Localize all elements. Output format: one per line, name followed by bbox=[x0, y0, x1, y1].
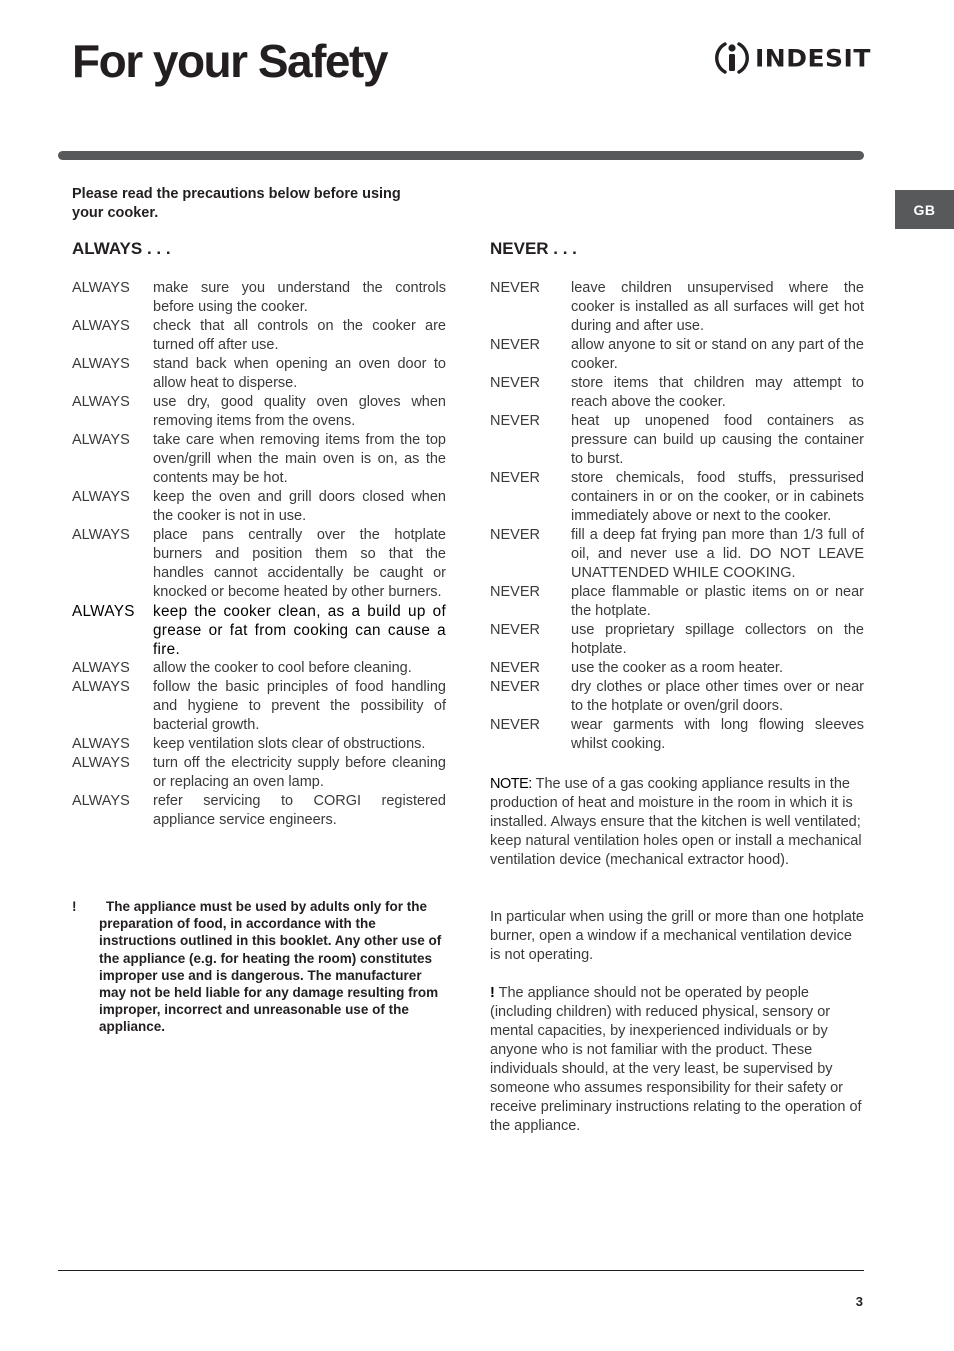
always-item bbox=[72, 393, 446, 431]
never-text: allow anyone to sit or stand on any part of the cooker. bbox=[571, 337, 864, 372]
always-keyword: ALWAYS bbox=[72, 679, 130, 695]
always-text: keep ventilation slots clear of obstructions. bbox=[153, 736, 426, 752]
language-tab: GB bbox=[895, 190, 954, 229]
never-text: leave children unsupervised where the cooker is installed as all surfaces will get hot during and after use. bbox=[571, 280, 864, 334]
always-keyword: ALWAYS bbox=[72, 755, 130, 771]
always-text: make sure you understand the controls before using the cooker. bbox=[153, 280, 446, 315]
always-text: follow the basic principles of food handling and hygiene to prevent the possibility of bacterial growth. bbox=[153, 679, 446, 733]
page-number: 3 bbox=[855, 1294, 863, 1309]
always-item bbox=[72, 279, 446, 317]
never-keyword: NEVER bbox=[490, 470, 540, 486]
note-label: NOTE: bbox=[490, 776, 532, 792]
always-keyword: ALWAYS bbox=[72, 660, 130, 676]
never-item bbox=[490, 678, 864, 716]
never-text: store chemicals, food stuffs, pressurised containers in or on the cooker, or in cabinets immediately above or next to the cooker. bbox=[571, 470, 864, 524]
never-keyword: NEVER bbox=[490, 527, 540, 543]
never-keyword: NEVER bbox=[490, 679, 540, 695]
always-keyword: ALWAYS bbox=[72, 603, 135, 620]
never-item bbox=[490, 716, 864, 754]
never-item bbox=[490, 583, 864, 621]
always-item bbox=[72, 754, 446, 792]
capacity-warning-text: The appliance should not be operated by people (including children) with reduced physical, sensory or mental capacities, by inexperienced individuals or by anyone who is not familiar with the product. These individuals should, at the very least, be supervised by someone who assumes responsibility for their safety or receive preliminary instructions relating to the operation of the appliance. bbox=[490, 985, 862, 1134]
always-keyword: ALWAYS bbox=[72, 356, 130, 372]
warning-text: The appliance must be used by adults only for the preparation of food, in accordance with the instructions outlined in this booklet. Any other use of the appliance (e.g. for heating the room) constitutes improper use and is dangerous. The manufacturer may not be held liable for any damage resulting from improper, incorrect and unreasonable use of the appliance. bbox=[99, 899, 442, 1035]
never-text: dry clothes or place other times over or near to the hotplate or oven/gril doors. bbox=[571, 679, 864, 714]
indesit-i-icon bbox=[712, 38, 752, 78]
always-text: turn off the electricity supply before cleaning or replacing an oven lamp. bbox=[153, 755, 446, 790]
note-text: The use of a gas cooking appliance results in the production of heat and moisture in the room in which it is installed. Always ensure that the kitchen is well ventilated; keep natural ventilation holes open or install a mechanical ventilation device (mechanical extractor hood). bbox=[490, 776, 862, 868]
never-item bbox=[490, 412, 864, 469]
never-text: fill a deep fat frying pan more than 1/3 full of oil, and never use a lid. DO NOT LEAVE UNATTENDED WHILE COOKING. bbox=[571, 527, 864, 581]
always-keyword: ALWAYS bbox=[72, 280, 130, 296]
always-keyword: ALWAYS bbox=[72, 527, 130, 543]
never-item bbox=[490, 659, 864, 678]
always-item bbox=[72, 488, 446, 526]
always-item bbox=[72, 431, 446, 488]
always-heading: ALWAYS . . . bbox=[72, 239, 171, 258]
always-text: refer servicing to CORGI registered appliance service engineers. bbox=[153, 793, 446, 828]
never-heading: NEVER . . . bbox=[490, 239, 577, 258]
always-text: keep the cooker clean, as a build up of grease or fat from cooking can cause a fire. bbox=[153, 603, 446, 658]
never-list bbox=[490, 279, 864, 754]
never-text: heat up unopened food containers as pressure can build up causing the container to burst. bbox=[571, 413, 864, 467]
always-keyword: ALWAYS bbox=[72, 793, 130, 809]
grill-note: In particular when using the grill or more than one hotplate burner, open a window if a mechanical ventilation device is not operating. bbox=[490, 909, 864, 963]
never-text: place flammable or plastic items on or near the hotplate. bbox=[571, 584, 864, 619]
always-item bbox=[72, 355, 446, 393]
always-keyword: ALWAYS bbox=[72, 394, 130, 410]
warning-mark: ! bbox=[490, 985, 495, 1001]
capacity-warning bbox=[490, 984, 864, 1136]
warning-mark: ! bbox=[72, 899, 77, 914]
never-keyword: NEVER bbox=[490, 280, 540, 296]
always-text: check that all controls on the cooker are turned off after use. bbox=[153, 318, 446, 353]
never-text: use the cooker as a room heater. bbox=[571, 660, 783, 676]
never-keyword: NEVER bbox=[490, 413, 540, 429]
never-item bbox=[490, 621, 864, 659]
never-item bbox=[490, 526, 864, 583]
usage-warning bbox=[72, 898, 446, 1036]
never-item bbox=[490, 279, 864, 336]
never-text: wear garments with long flowing sleeves whilst cooking. bbox=[571, 717, 864, 752]
always-item bbox=[72, 678, 446, 735]
never-item bbox=[490, 374, 864, 412]
never-keyword: NEVER bbox=[490, 622, 540, 638]
never-item bbox=[490, 469, 864, 526]
never-text: store items that children may attempt to reach above the cooker. bbox=[571, 375, 864, 410]
never-keyword: NEVER bbox=[490, 337, 540, 353]
always-text: take care when removing items from the top oven/grill when the main oven is on, as the contents may be hot. bbox=[153, 432, 446, 486]
header-divider bbox=[58, 151, 864, 160]
always-text: keep the oven and grill doors closed when the cooker is not in use. bbox=[153, 489, 446, 524]
brand-name: INDESIT bbox=[755, 44, 871, 72]
footer-divider bbox=[58, 1270, 864, 1271]
always-item bbox=[72, 526, 446, 602]
ventilation-note bbox=[490, 775, 864, 870]
never-keyword: NEVER bbox=[490, 660, 540, 676]
always-item bbox=[72, 735, 446, 754]
always-list bbox=[72, 279, 446, 830]
never-keyword: NEVER bbox=[490, 717, 540, 733]
never-text: use proprietary spillage collectors on the hotplate. bbox=[571, 622, 864, 657]
brand-logo bbox=[712, 38, 871, 78]
never-item bbox=[490, 336, 864, 374]
always-item bbox=[72, 317, 446, 355]
always-text: stand back when opening an oven door to allow heat to disperse. bbox=[153, 356, 446, 391]
never-keyword: NEVER bbox=[490, 375, 540, 391]
always-item-emphasized bbox=[72, 602, 446, 659]
always-keyword: ALWAYS bbox=[72, 736, 130, 752]
never-keyword: NEVER bbox=[490, 584, 540, 600]
always-text: place pans centrally over the hotplate burners and position them so that the handles cannot accidentally be caught or knocked or become heated by other burners. bbox=[153, 527, 446, 600]
always-text: allow the cooker to cool before cleaning. bbox=[153, 660, 412, 676]
always-text: use dry, good quality oven gloves when removing items from the ovens. bbox=[153, 394, 446, 429]
always-keyword: ALWAYS bbox=[72, 432, 130, 448]
intro-text: Please read the precautions below before using your cooker. bbox=[72, 186, 401, 221]
always-keyword: ALWAYS bbox=[72, 318, 130, 334]
always-item bbox=[72, 659, 446, 678]
page-title: For your Safety bbox=[72, 35, 387, 87]
always-item bbox=[72, 792, 446, 830]
always-keyword: ALWAYS bbox=[72, 489, 130, 505]
